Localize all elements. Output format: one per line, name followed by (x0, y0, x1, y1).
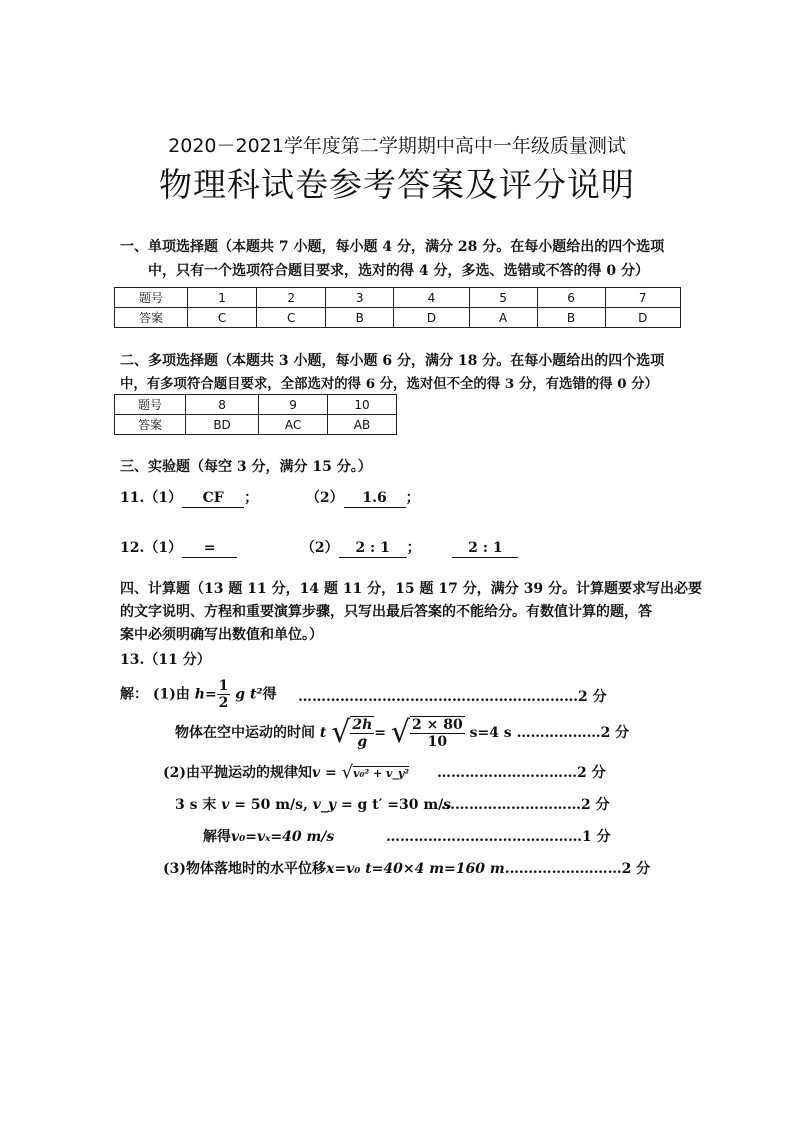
step1-suffix: 得 (262, 686, 277, 703)
step6-text: (3)物体落地时的水平位移 (163, 861, 326, 877)
var-vy: v_y (312, 797, 337, 813)
q12-answer-3: 2 : 1 (452, 540, 518, 558)
question-number: 10 (327, 395, 396, 415)
step6-dots: …………………… (509, 861, 622, 877)
q11-separator: ； (244, 490, 259, 506)
solution-step-5 (203, 826, 334, 846)
answer-cell: B (537, 308, 605, 328)
sqrt-numeric: √ $\frac{2 \times 80}{10}$ (390, 715, 463, 750)
equals-sign: = (325, 765, 337, 781)
answer-cell: C (257, 308, 326, 328)
q12-answer-1: = (182, 540, 237, 558)
table-row (115, 308, 681, 328)
answer-cell: D (605, 308, 681, 328)
q11-line (120, 487, 420, 508)
fraction-numerator: 2h (352, 717, 373, 733)
q12-line (120, 537, 518, 558)
leader-dots: …………………………………… (386, 829, 582, 845)
q11-end: ； (405, 490, 420, 506)
question-number: 4 (394, 288, 469, 308)
question-number: 9 (259, 395, 328, 415)
section2-heading-line1: 二、多项选择题（本题共 3 小题，每小题 6 分，满分 18 分。在每小题给出的四个选项 (120, 353, 665, 369)
step4-text: 3 s 末 (175, 797, 217, 813)
answer-cell: D (394, 308, 469, 328)
step6-expression: x=v₀ t=40×4 m=160 m. (326, 861, 510, 877)
table-header-cell: 题号 (115, 395, 186, 415)
leader-dots: ………………………… (437, 765, 577, 781)
answer-cell: A (469, 308, 537, 328)
sqrt-2h-over-g: √ $\frac{2h}{g}$ (331, 715, 373, 750)
fraction-one-half (217, 678, 231, 711)
step4-dots (441, 794, 610, 814)
question-number: 7 (605, 288, 681, 308)
step4-eq1: = 50 m/s, (234, 797, 308, 813)
question-number: 1 (188, 288, 257, 308)
answer-cell: B (326, 308, 394, 328)
question-number: 5 (469, 288, 537, 308)
q11-answer-1: CF (182, 490, 244, 508)
q12-label: 12.（1） (120, 540, 183, 556)
exam-title: 物理科试卷参考答案及评分说明 (159, 165, 635, 204)
step5-text: 解得 (203, 829, 231, 845)
solution-step-2 (175, 716, 629, 750)
section1-heading-line2: 中，只有一个选项符合题目要求，选对的得 4 分，多选、选错或不答的得 0 分） (148, 263, 649, 279)
q11-answer-2: 1.6 (344, 490, 406, 508)
equals-sign: = (204, 686, 217, 703)
step4-eq2: = g t′ =30 m/s (340, 797, 452, 813)
step1-score: 2 分 (578, 689, 607, 705)
answer-cell: C (188, 308, 257, 328)
answer-cell: AB (327, 415, 396, 435)
q12-separator: ； (406, 540, 421, 556)
q12-label-2: （2） (300, 540, 339, 556)
table-header-cell: 答案 (115, 415, 186, 435)
radicand: v₀² + v_y² (353, 767, 410, 780)
question-number: 6 (537, 288, 605, 308)
step4-score: 2 分 (581, 797, 610, 813)
table-header-cell: 题号 (115, 288, 188, 308)
step5-dots (386, 826, 611, 846)
question-number: 3 (326, 288, 394, 308)
fraction-numerator: 2 × 80 (412, 717, 463, 733)
question-number: 2 (257, 288, 326, 308)
solution-step-6 (163, 858, 650, 878)
step5-expression: v₀=vₓ=40 m/s (231, 829, 335, 845)
step1-prefix: 解： (1)由 (120, 686, 190, 703)
step3-dots (437, 762, 606, 782)
table-header-cell: 答案 (115, 308, 188, 328)
solution-step-4 (175, 794, 451, 814)
q11-label-2: （2） (305, 490, 344, 506)
q12-answer-2: 2 : 1 (339, 540, 407, 558)
step5-score: 1 分 (582, 829, 611, 845)
table-row (115, 288, 681, 308)
sqrt-velocity: √v₀² + v_y² (341, 762, 410, 783)
question-number: 8 (186, 395, 259, 415)
step3-text: (2)由平抛运动的规律知 (163, 765, 312, 781)
leader-dots: …………………………………………………… (298, 689, 578, 705)
step1-dots (298, 686, 607, 706)
section2-heading-line2: 中，有多项符合题目要求，全部选对的得 6 分，选对但不全的得 3 分，有选错的得 0 分） (120, 376, 658, 392)
step2-text: 物体在空中运动的时间 (175, 725, 315, 741)
g-t-squared: g t² (235, 686, 263, 703)
table-row (115, 395, 397, 415)
section4-heading-line3: 案中必须明确写出数值和单位。） (120, 627, 323, 643)
table-row (115, 415, 397, 435)
var-h: h (194, 686, 205, 703)
step2-score: 2 分 (600, 725, 630, 741)
fraction-denominator: 10 (427, 734, 448, 750)
fraction-denominator: g (357, 734, 368, 750)
answer-cell: BD (186, 415, 259, 435)
q11-label: 11.（1） (120, 490, 183, 506)
equals-sign: = (374, 725, 386, 741)
var-v: v (221, 797, 230, 813)
fraction-numerator: 1 (218, 678, 229, 694)
answer-cell: AC (259, 415, 328, 435)
solution-step-3 (163, 762, 409, 782)
section1-heading-line1: 一、单项选择题（本题共 7 小题，每小题 4 分，满分 28 分。在每小题给出的四个选项 (120, 239, 665, 255)
var-v: v (312, 765, 321, 781)
step3-score: 2 分 (577, 765, 606, 781)
step2-dots: ……………… (516, 725, 601, 741)
step6-score: 2 分 (621, 861, 651, 877)
fraction-denominator: 2 (218, 695, 229, 711)
solution-step-1 (120, 678, 277, 711)
section3-heading: 三、实验题（每空 3 分，满分 15 分。） (120, 459, 372, 475)
leader-dots: ………………………… (441, 797, 581, 813)
section2-answer-table (114, 394, 397, 435)
section4-heading-line2: 的文字说明、方程和重要演算步骤，只写出最后答案的不能给分。有数值计算的题，答 (120, 604, 652, 620)
q13-title: 13.（11 分） (120, 652, 211, 668)
section1-answer-table (114, 287, 681, 328)
step2-result: s=4 s (469, 725, 512, 741)
section4-heading-line1: 四、计算题（13 题 11 分，14 题 11 分，15 题 17 分，满分 39 分。计算题要求写出必要 (120, 581, 702, 597)
exam-subtitle: 2020－2021学年度第二学期期中高中一年级质量测试 (168, 135, 626, 157)
var-t: t (319, 725, 327, 741)
